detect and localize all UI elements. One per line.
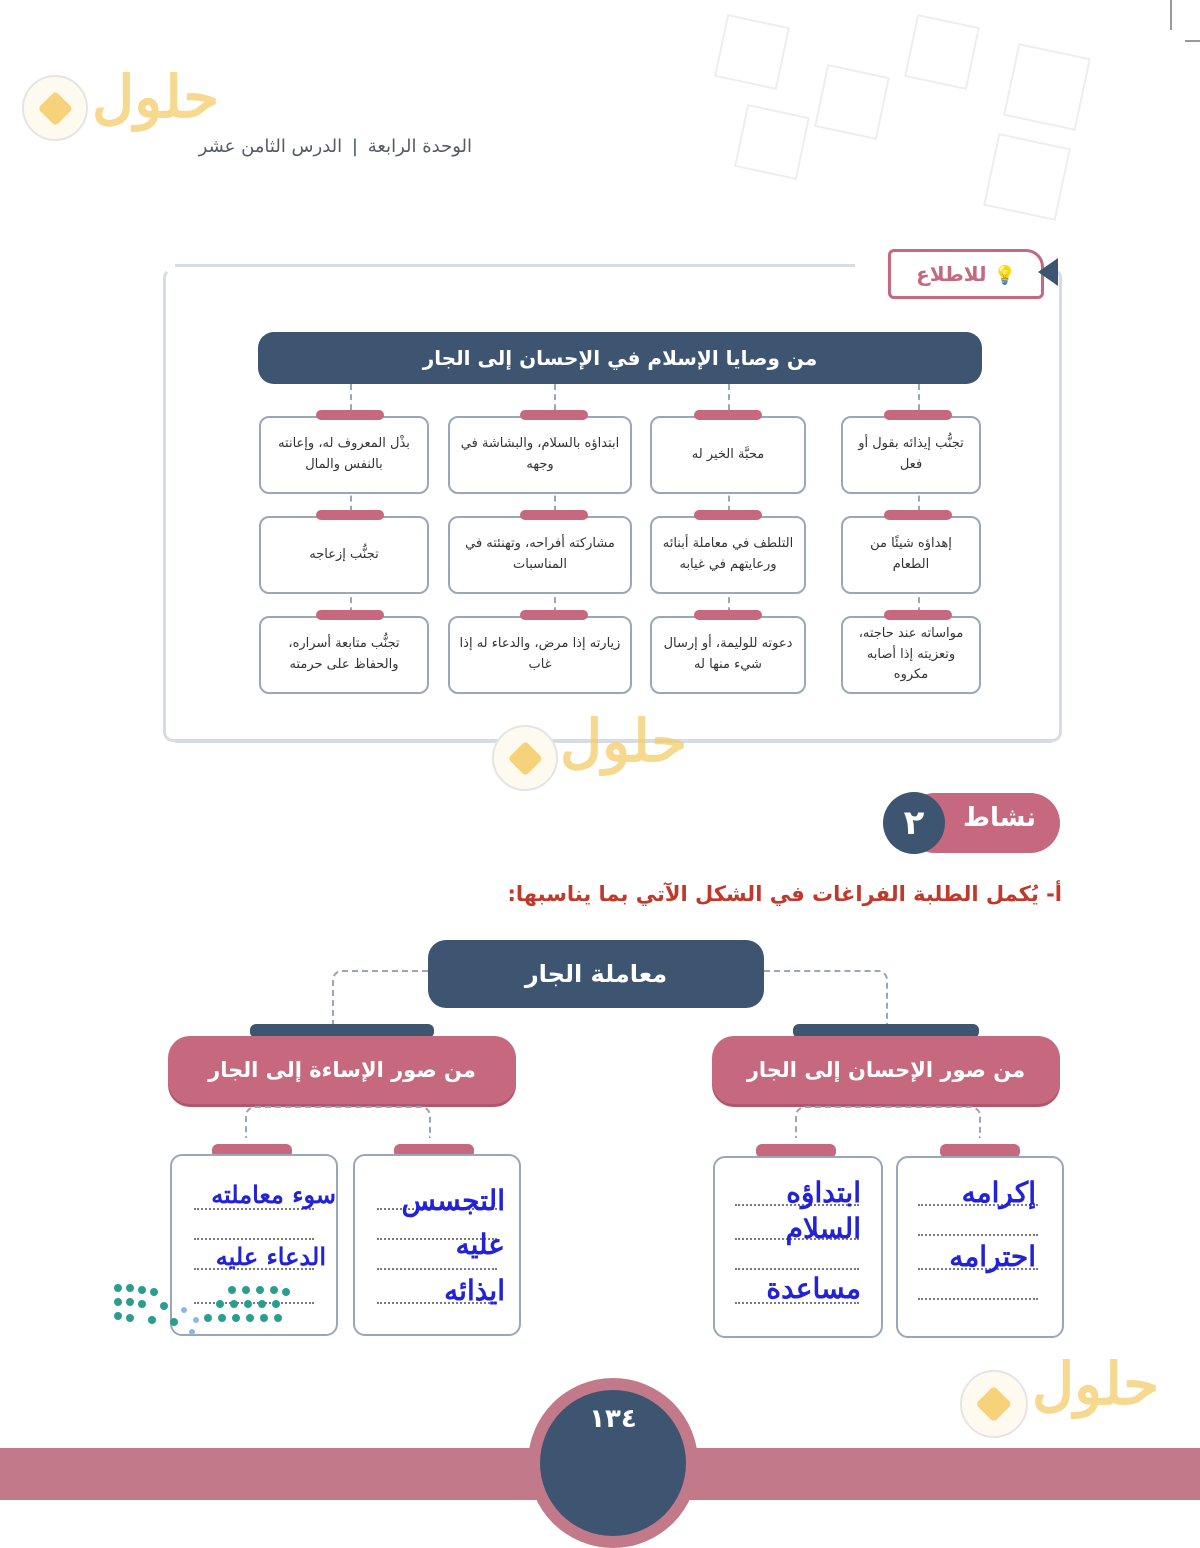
card-tab (520, 510, 588, 520)
tag-arrow-icon (1038, 258, 1058, 286)
header-separator: | (351, 136, 358, 157)
handwritten-answer: ابتداؤه (786, 1176, 861, 1209)
connector-line (795, 1106, 981, 1138)
handwritten-answer: التجسس (401, 1184, 505, 1217)
card-tab (694, 410, 762, 420)
unit-title: الوحدة الرابعة (367, 136, 472, 157)
info-card: ابتداؤه بالسلام، والبشاشة في وجهه (448, 416, 632, 494)
watermark-logo (960, 1350, 1180, 1440)
background-pattern (983, 133, 1071, 221)
handwritten-answer: السلام (785, 1212, 861, 1245)
answer-box (713, 1156, 883, 1338)
info-tag (888, 249, 1044, 299)
info-card: مواساته عند حاجته، وتعزيته إذا أصابه مكروه (841, 616, 981, 694)
info-tag-label: للاطلاع (916, 262, 987, 286)
answer-line (377, 1268, 497, 1270)
activity-label: نشاط (963, 803, 1036, 833)
logo-emblem-icon (22, 75, 88, 141)
background-pattern (714, 14, 790, 90)
logo-emblem-icon (492, 725, 558, 791)
card-tab (884, 510, 952, 520)
page-header (160, 136, 472, 166)
lightbulb-icon: 💡 (993, 265, 1016, 286)
card-tab (520, 610, 588, 620)
page-number: ١٣٤ (589, 1404, 637, 1434)
handwritten-answer: إكرامه (961, 1176, 1036, 1209)
info-card: زيارته إذا مرض، والدعاء له إذا غاب (448, 616, 632, 694)
info-card: بذْل المعروف له، وإعانته بالنفس والمال (259, 416, 429, 494)
answer-box (896, 1156, 1064, 1338)
watermark-logo (492, 707, 712, 795)
card-tab (520, 410, 588, 420)
info-card: مشاركته أفراحه، وتهنئته في المناسبات (448, 516, 632, 594)
handwritten-answer: مساعدة (766, 1272, 861, 1305)
handwritten-answer: عليه (455, 1228, 505, 1261)
logo-text: حلول (1032, 1350, 1160, 1418)
info-card: إهداؤه شيئًا من الطعام (841, 516, 981, 594)
bad-branch-title: من صور الإساءة إلى الجار (168, 1036, 516, 1104)
info-card: تجنُّب إزعاجه (259, 516, 429, 594)
info-card: التلطف في معاملة أبنائه ورعايتهم في غيابه (650, 516, 806, 594)
handwritten-answer: ايذائه (444, 1274, 505, 1307)
root-node: معاملة الجار (428, 940, 764, 1008)
page-number-inner (540, 1390, 686, 1536)
background-pattern (904, 14, 980, 90)
info-title: من وصايا الإسلام في الإحسان إلى الجار (258, 332, 982, 384)
answer-line (194, 1238, 314, 1240)
activity-number: ٢ (883, 792, 945, 854)
handwritten-answer: الدعاء عليه (215, 1242, 326, 1271)
answer-line (918, 1298, 1038, 1300)
logo-text: حلول (92, 63, 220, 131)
card-tab (694, 610, 762, 620)
good-branch-title: من صور الإحسان إلى الجار (712, 1036, 1060, 1104)
connector-line (245, 1106, 431, 1138)
card-tab (884, 410, 952, 420)
lesson-title: الدرس الثامن عشر (198, 136, 343, 157)
activity-question: أ- يُكمل الطلبة الفراغات في الشكل الآتي بما يناسبها: (507, 882, 1062, 906)
handwritten-answer: سوء معاملته (211, 1180, 336, 1209)
card-tab (316, 510, 384, 520)
logo-text: حلول (560, 707, 688, 775)
card-tab (316, 610, 384, 620)
background-pattern (814, 64, 890, 140)
info-card: محبَّة الخير له (650, 416, 806, 494)
info-card: تجنُّب إيذائه بقول أو فعل (841, 416, 981, 494)
background-pattern (734, 104, 810, 180)
card-tab (884, 610, 952, 620)
card-tab (316, 410, 384, 420)
card-tab (694, 510, 762, 520)
answer-box (353, 1154, 521, 1336)
connector-line (764, 970, 888, 1026)
answer-line (918, 1234, 1038, 1236)
background-pattern (1003, 43, 1091, 131)
frame-line (175, 264, 855, 267)
connector-line (332, 970, 430, 1026)
crop-mark (1170, 0, 1172, 30)
answer-line (735, 1268, 859, 1270)
info-card: تجنُّب متابعة أسراره، والحفاظ على حرمته (259, 616, 429, 694)
vision-logo-icon (112, 1280, 292, 1340)
crop-mark (1185, 40, 1200, 42)
logo-emblem-icon (960, 1370, 1028, 1438)
handwritten-answer: احترامه (949, 1240, 1036, 1273)
info-card: دعوته للوليمة، أو إرسال شيء منها له (650, 616, 806, 694)
